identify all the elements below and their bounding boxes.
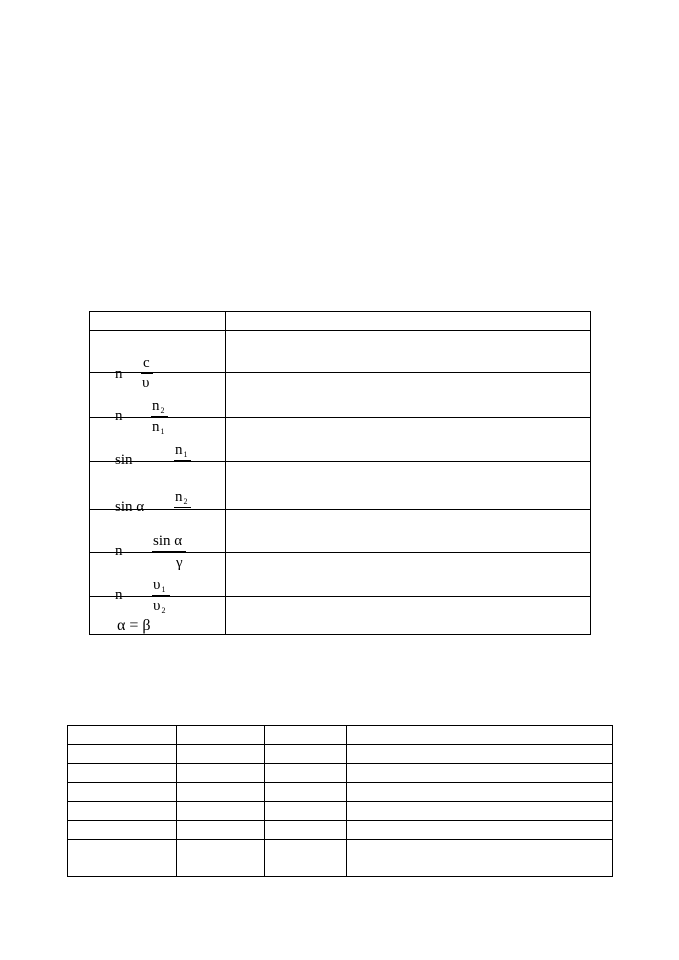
formula-lhs: n — [115, 586, 123, 603]
table-cell — [347, 764, 613, 783]
numerator-subscript: 2 — [160, 406, 165, 415]
table-row — [68, 745, 613, 764]
formula-cell — [90, 462, 226, 515]
table-cell — [347, 802, 613, 821]
table-cell — [265, 802, 347, 821]
formula-table — [89, 311, 591, 635]
description-cell — [226, 462, 591, 510]
table-cell — [68, 840, 177, 877]
formula-numerator: c — [143, 354, 150, 371]
table-row — [68, 840, 613, 877]
table-cell — [347, 745, 613, 764]
table-row — [68, 764, 613, 783]
description-cell — [226, 597, 591, 635]
table-cell — [265, 840, 347, 877]
table-row — [90, 510, 591, 553]
header-cell — [226, 312, 591, 331]
fraction-bar — [151, 416, 168, 417]
numerator-subscript: 1 — [183, 449, 188, 459]
formula-lhs: sin α — [115, 498, 145, 515]
blank-table — [67, 725, 613, 877]
description-cell — [226, 418, 591, 462]
formula-cell — [90, 373, 226, 436]
numerator-subscript: 1 — [161, 584, 166, 594]
table-cell — [177, 726, 265, 745]
table-cell — [68, 802, 177, 821]
formula-numerator: n — [175, 488, 183, 505]
description-cell — [226, 331, 591, 373]
table-row — [68, 783, 613, 802]
description-cell — [226, 553, 591, 597]
table-cell — [177, 745, 265, 764]
denominator-subscript: 2 — [161, 605, 166, 615]
table-cell — [347, 840, 613, 877]
formula-lhs: α = β — [117, 616, 151, 634]
description-cell — [226, 510, 591, 553]
formula-denominator: γ — [176, 555, 183, 571]
table-row — [68, 821, 613, 840]
formula-numerator: n — [175, 441, 183, 458]
table-cell — [177, 783, 265, 802]
table-row — [90, 462, 591, 510]
table-cell — [68, 783, 177, 802]
table-cell — [177, 821, 265, 840]
formula-denominator: υ — [153, 597, 161, 614]
numerator-subscript: 2 — [183, 496, 188, 506]
table-cell — [177, 802, 265, 821]
table-cell — [347, 726, 613, 745]
table-cell — [68, 764, 177, 783]
formula-cell — [90, 510, 226, 571]
table-cell — [265, 726, 347, 745]
formula-cell — [90, 553, 226, 615]
table-row — [90, 331, 591, 373]
formula-lhs: n — [115, 365, 123, 382]
table-cell — [265, 783, 347, 802]
table-row — [90, 373, 591, 418]
table-cell — [265, 764, 347, 783]
table-cell — [68, 726, 177, 745]
table-cell — [68, 821, 177, 840]
formula-denominator: υ — [142, 374, 150, 391]
table-cell — [347, 821, 613, 840]
denominator-subscript: 1 — [160, 427, 165, 436]
fraction-bar — [152, 595, 170, 596]
fraction-bar — [141, 373, 153, 374]
table-cell — [177, 840, 265, 877]
fraction-bar — [174, 507, 191, 508]
formula-denominator: n — [152, 419, 160, 435]
formula-lhs: n — [115, 543, 123, 559]
table-row — [90, 418, 591, 462]
formula-numerator: υ — [153, 576, 161, 593]
formula-numerator: n — [152, 398, 160, 414]
table-cell — [177, 764, 265, 783]
fraction-bar — [174, 460, 191, 461]
table-cell — [265, 745, 347, 764]
formula-numerator: sin α — [153, 533, 183, 549]
formula-cell — [90, 331, 226, 391]
description-cell — [226, 373, 591, 418]
table-row — [68, 802, 613, 821]
table-cell — [68, 745, 177, 764]
table-row — [68, 726, 613, 745]
formula-lhs: sin — [115, 451, 133, 468]
table-cell — [347, 783, 613, 802]
table-cell — [265, 821, 347, 840]
formula-lhs: n — [115, 408, 123, 424]
header-cell — [90, 312, 226, 331]
table-row — [90, 553, 591, 597]
table-row — [90, 312, 591, 331]
fraction-bar — [152, 551, 186, 552]
